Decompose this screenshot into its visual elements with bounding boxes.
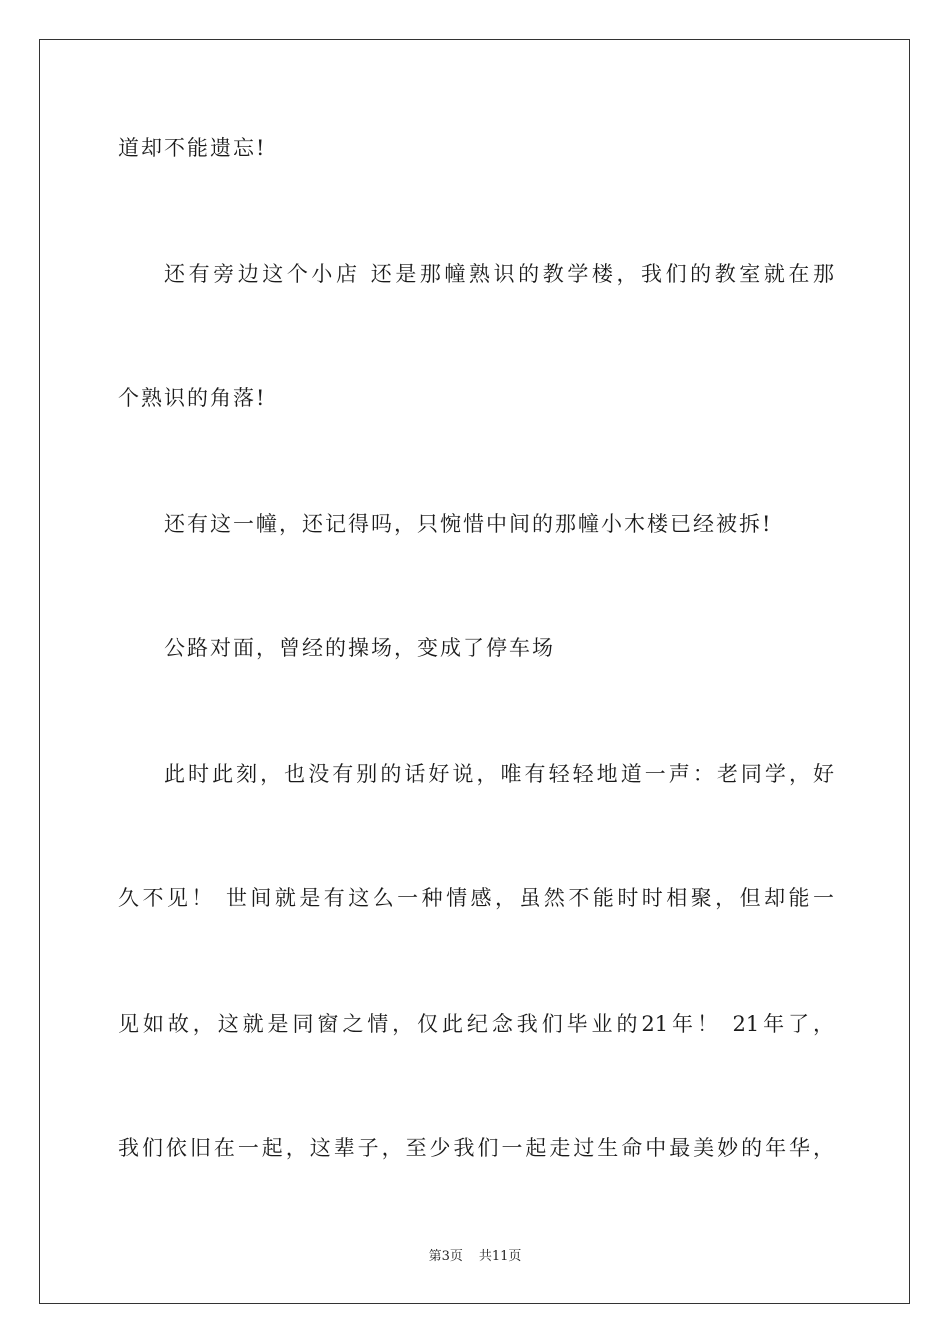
page-footer (0, 1248, 950, 1266)
text-line: 我们依旧在一起，这辈子，至少我们一起走过生命中最美妙的年华， (118, 1136, 834, 1160)
page-total: 共11页 (478, 1249, 522, 1264)
text-line: 个熟识的角落! (118, 386, 267, 410)
paragraph-start-line: 此时此刻，也没有别的话好说，唯有轻轻地道一声：老同学，好 (164, 762, 834, 786)
paragraph-start-line: 公路对面，曾经的操场，变成了停车场 (164, 636, 555, 660)
paragraph-start-line: 还有旁边这个小店 还是那幢熟识的教学楼，我们的教室就在那 (164, 262, 834, 286)
text-line: 见如故，这就是同窗之情，仅此纪念我们毕业的21年！ 21年了， (118, 1012, 834, 1036)
text-line: 道却不能遗忘! (118, 136, 267, 160)
text-line: 久不见！ 世间就是有这么一种情感，虽然不能时时相聚，但却能一 (118, 886, 834, 910)
page-number: 第3页 (428, 1249, 463, 1264)
page-border (39, 39, 910, 1304)
paragraph-start-line: 还有这一幢，还记得吗，只惋惜中间的那幢小木楼已经被拆! (164, 512, 773, 536)
